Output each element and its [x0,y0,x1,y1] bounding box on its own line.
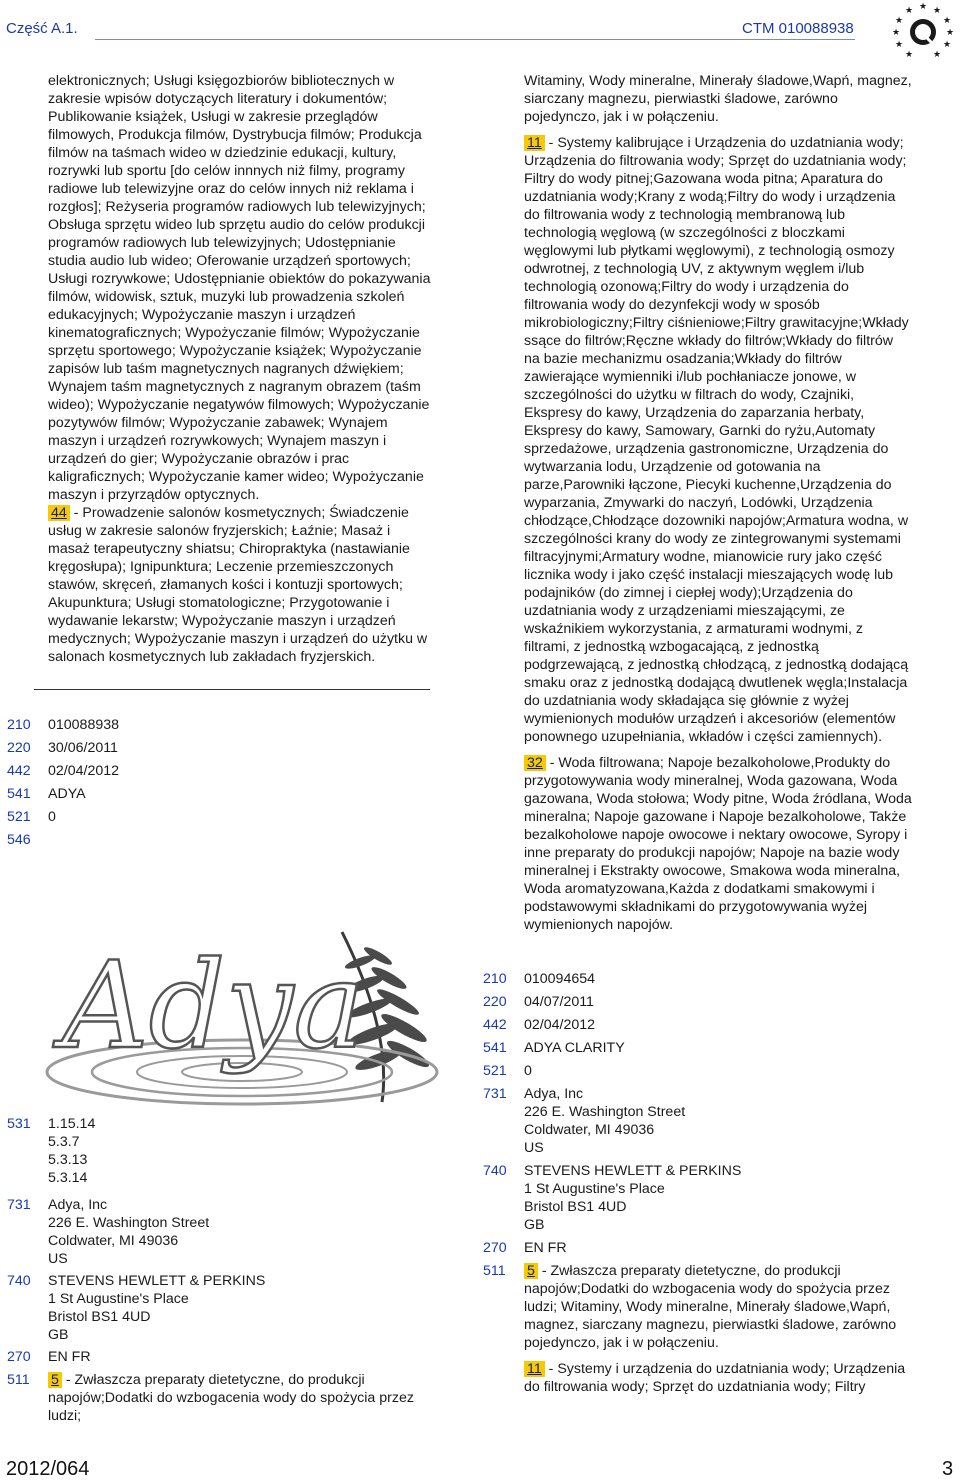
svg-text:★: ★ [918,2,928,12]
page-number: 3 [942,1458,954,1480]
svg-text:★: ★ [904,6,914,16]
class5-continuation: Witaminy, Wody mineralne, Minerały śladowe,Wapń, magnez, siarczany magnezu, pierwiastki śladowe, zarówno pojedynczo, jak i w połączeniu. [524,73,912,125]
mark1-field-740: 740 STEVENS HEWLETT & PERKINS 1 St Augustine's Place Bristol BS1 4UD GB [7,1273,266,1343]
class11-entry: 11 - Systemy kalibrujące i Urządzenia do uzdatniania wody; Urządzenia do filtrowania wody; Sprzęt do uzdatniania wody; Filtry do wody pitnej;Gazowana woda pitna; Aparatura do uzdatniania wody;Krany z wodą;Filtry do wody i urządzenia do filtrowania wody z technologią membranową lub technologią węglową (w szczególności z bloczkami węglowymi lub płytkami węglowymi), z technologią osmozy odwrotnej, z technologią UV, z aktywnym węglem i/lub technologią ozonową;Filtry do wody i urządzenia do filtrowania wody do dezynfekcji wody w sposób mikrobiologiczny;Filtry ciśnieniowe;Filtry grawitacyjne;Wkłady ssące do filtrów;Ręczne wkłady do filtrów;Wkłady do filtrów na bazie mechanizmu osadzania;Wkłady do filtrów zawierające wymienniki i/lub pochłaniacze jonowe, w szczególności do użytku w filtrach do wody, Czajniki, Ekspresy do kawy, Urządzenia do zaparzania herbaty, Ekspresy do kawy, Samowary, Garnki do ryżu,Automaty sprzedażowe, urządzenia gastronomiczne, Urządzenia do wytwarzania lodu, Urządzenie od gotowania na parze,Parowniki łączone, Piecyki kuchenne,Urządzenia do wyparzania, Zmywarki do naczyń, Lodówki, Urządzenia chłodzące,Chłodzące dozowniki napojów;Armatura wodna, w szczególności krany do wody ze zintegrowanymi systemami filtracyjnymi;Armatury wodne, mianowicie rury jako część licznika wody i jako część instalacji mieszających wodę lub podajników (do zimnej i ciepłej wody);Urządzenia do uzdatniania wody z urządzeniami mieszającymi, ze wskaźnikiem wykorzystania, z armaturami wodnymi, z filtrami, z jednostką wzbogacającą, z jednostką podgrzewającą, z jednostką chłodzącą, z jednostką dodającą smaku oraz z jednostką dodającą dwutlenek węgla;Instalacja do uzdatniania wody składająca się głównie z wyżej wymienionych modułów urządzeń i akcesoriów (elementów ponownego uzupełniania, wkładów i części zamiennych). [524,135,909,745]
mark2-field-511: 511 5 - Zwłaszcza preparaty dietetyczne, do produkcji napojów;Dodatki do wzbogacenia wody do spożycia przez ludzi; Witaminy, Wody mineralne, Minerały śladowe,Wapń, magnez, siarczany magnezu, pierwiastki śladowe, zarówno pojedynczo, jak i w połączeniu. 11 - Systemy i urządzenia do uzdatniania wody; Urządzenia do filtrowania wody; Sprzęt do uzdatniania wody; Filtry [483,1263,906,1395]
mark1-field-442: 442 02/04/2012 [7,763,120,779]
svg-text:★: ★ [932,6,942,16]
ctm-number: CTM 010088938 [742,20,854,37]
mark2-field-521: 521 0 [483,1063,532,1079]
mark1-fields-top [7,716,427,854]
mark2-field-220: 220 04/07/2011 [483,994,594,1010]
left-column-text [48,72,434,666]
mark2-field-442: 442 02/04/2012 [483,1017,596,1033]
right-column-text [524,72,912,934]
svg-text:★: ★ [942,16,952,26]
logo-wordmark: Adya [62,937,365,1076]
class-number-32: 32 [524,755,546,771]
mark2-field-740: 740 STEVENS HEWLETT & PERKINS 1 St Augustine's Place Bristol BS1 4UD GB [483,1163,742,1233]
class-number-11: 11 [524,1361,545,1377]
class-number-5: 5 [48,1372,62,1388]
mark1-field-541: 541 ADYA [7,786,86,802]
mark2-field-541: 541 ADYA CLARITY [483,1040,625,1056]
svg-text:★: ★ [894,16,904,26]
mark1-field-511: 511 5 - Zwłaszcza preparaty dietetyczne, do produkcji napojów;Dodatki do wzbogacenia wody do spożycia przez ludzi; [7,1372,414,1424]
class-number-5: 5 [524,1263,538,1279]
class44-text: - Prowadzenie salonów kosmetycznych; Świadczenie usług w zakresie salonów fryzjerskich; Łaźnie; Masaż i masaż terapeutyczny shiatsu; Chiropraktyka (nastawianie kręgosłupa); Ignipunktura; Leczenie przemieszczonych stawów, skręceń, złamanych kości i kontuzji sportowych; Akupunktura; Usługi stomatologiczne; Przygotowanie i wydawanie lekarstw; Wypożyczanie maszyn i urządzeń medycznych; Wypożyczanie maszyn i urządzeń do użytku w salonach kosmetycznych lub zakładach fryzjerskich. [48,505,428,665]
svg-text:★: ★ [894,40,904,50]
svg-text:★: ★ [891,28,901,38]
issue-number: 2012/064 [6,1458,90,1480]
mark2-field-210: 210 010094654 [483,971,596,987]
class32-entry: 32 - Woda filtrowana; Napoje bezalkoholowe,Produkty do przygotowywania wody mineralnej, Woda gazowana, Woda gazowana, Woda stołowa; Wody pitne, Woda źródlana, Woda mineralna; Napoje gazowane i Napoje bezalkoholowe, Także bezalkoholowe napoje owocowe i nektary owocowe, Syropy i inne preparaty do produkcji napojów; Napoje na bazie wody mineralnej i Ekstrakty owocowe, Smakowa woda mineralna, Woda aromatyzowana,Każda z dodatkami smakowymi i podstawowymi składnikami do przygotowywania wyżej wymienionych napojów. [524,755,912,933]
header-rule [95,39,855,40]
svg-text:★: ★ [942,40,952,50]
class44-entry [48,504,434,666]
mark1-field-210: 210 010088938 [7,717,120,733]
class-number-44: 44 [48,505,70,521]
eu-stars-logo-icon [887,0,959,60]
mark1-field-531: 531 1.15.14 5.3.7 5.3.13 5.3.14 [7,1116,96,1186]
svg-text:★: ★ [932,50,942,60]
section-label: Część A.1. [6,20,78,37]
mark1-field-731: 731 Adya, Inc 226 E. Washington Street Coldwater, MI 49036 US [7,1197,210,1267]
svg-text:★: ★ [904,50,914,60]
mark2-fields [483,970,908,1396]
adya-trademark-logo [42,912,452,1112]
svg-text:★: ★ [945,28,955,38]
mark2-field-731: 731 Adya, Inc 226 E. Washington Street Coldwater, MI 49036 US [483,1086,686,1156]
mark1-fields-bottom [7,1115,432,1425]
mark1-field-521: 521 0 [7,809,56,825]
mark2-field-270: 270 EN FR [483,1240,567,1256]
mark1-field-270: 270 EN FR [7,1349,91,1365]
entry-separator [34,689,430,690]
class-number-11: 11 [524,135,545,151]
mark1-field-220: 220 30/06/2011 [7,740,118,756]
class41-continuation: elektronicznych; Usługi księgozbiorów bibliotecznych w zakresie wpisów dotyczących literatury i dokumentów; Publikowanie książek, Usługi w zakresie przeglądów filmowych, Produkcja filmów, Dystrybucja filmów; Produkcja filmów na taśmach wideo w dziedzinie edukacji, kultury, rozrywki lub sportu [do celów innnych niż filmy, programy radiowe lub telewizyjne oraz do celów innych niż reklama i rozgłos]; Reżyseria programów radiowych lub telewizyjnych; Obsługa sprzętu wideo lub sprzętu audio do celów produkcji programów radiowych lub telewizyjnych; Udostępnianie studia audio lub wideo; Oferowanie urządzeń sportowych; Usługi rozrywkowe; Udostępnianie obiektów do pokazywania filmów, widowisk, sztuk, muzyki lub prowadzenia szkoleń edukacyjnych; Wypożyczanie maszyn i urządzeń kinematograficznych; Wypożyczanie filmów; Wypożyczanie sprzętu sportowego; Wypożyczanie książek; Wypożyczanie zapisów lub taśm magnetycznych nagranych dźwiękiem; Wynajem taśm magnetycznych z nagranym obrazem (taśm wideo); Wypożyczanie negatywów filmowych; Wypożyczanie pozytywów filmów; Wypożyczanie zabawek; Wynajem maszyn i urządzeń rozrywkowych; Wynajem maszyn i urządzeń do gier; Wypożyczanie obrazów i prac kaligraficznych; Wypożyczanie kamer wideo; Wypożyczanie maszyn i przyrządów optycznych. [48,73,431,503]
mark1-field-546: 546 [7,832,31,848]
